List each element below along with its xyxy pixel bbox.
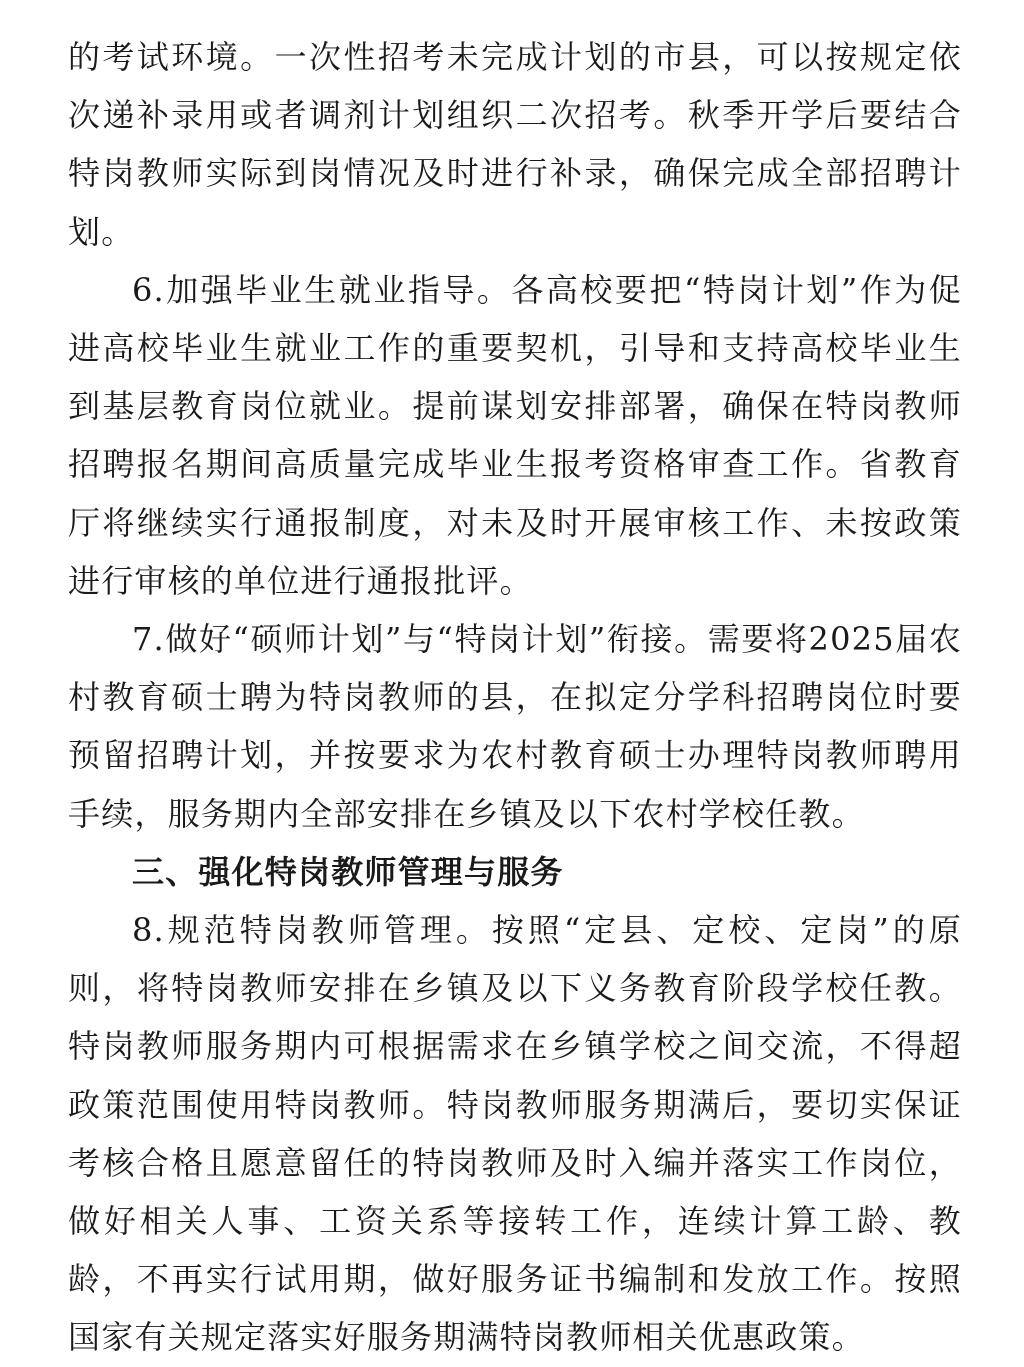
document-page xyxy=(68,28,962,1367)
paragraph-item-6-employment-guidance: 6.加强毕业生就业指导。各高校要把“特岗计划”作为促进高校毕业生就业工作的重要契机，引导和支持高校毕业生到基层教育岗位就业。提前谋划安排部署，确保在特岗教师招聘报名期间高质量完成毕业生报考资格审查工作。省教育厅将继续实行通报制度，对未及时开展审核工作、未按政策进行审核的单位进行通报批评。 xyxy=(68,270,962,600)
section-heading-three: 三、强化特岗教师管理与服务 xyxy=(132,852,564,891)
paragraph-item-8-teacher-management: 8.规范特岗教师管理。按照“定县、定校、定岗”的原则，将特岗教师安排在乡镇及以下义务教育阶段学校任教。特岗教师服务期内可根据需求在乡镇学校之间交流，不得超政策范围使用特岗教师。特岗教师服务期满后，要切实保证考核合格且愿意留任的特岗教师及时入编并落实工作岗位，做好相关人事、工资关系等接转工作，连续计算工龄、教龄，不再实行试用期，做好服务证书编制和发放工作。按照国家有关规定落实好服务期满特岗教师相关优惠政策。 xyxy=(68,911,962,1357)
paragraph-item-7-program-connection: 7.做好“硕师计划”与“特岗计划”衔接。需要将2025届农村教育硕士聘为特岗教师的县，在拟定分学科招聘岗位时要预留招聘计划，并按要求为农村教育硕士办理特岗教师聘用手续，服务期内全部安排在乡镇及以下农村学校任教。 xyxy=(68,620,962,833)
paragraph-exam-environment: 的考试环境。一次性招考未完成计划的市县，可以按规定依次递补录用或者调剂计划组织二次招考。秋季开学后要结合特岗教师实际到岗情况及时进行补录，确保完成全部招聘计划。 xyxy=(68,38,962,251)
